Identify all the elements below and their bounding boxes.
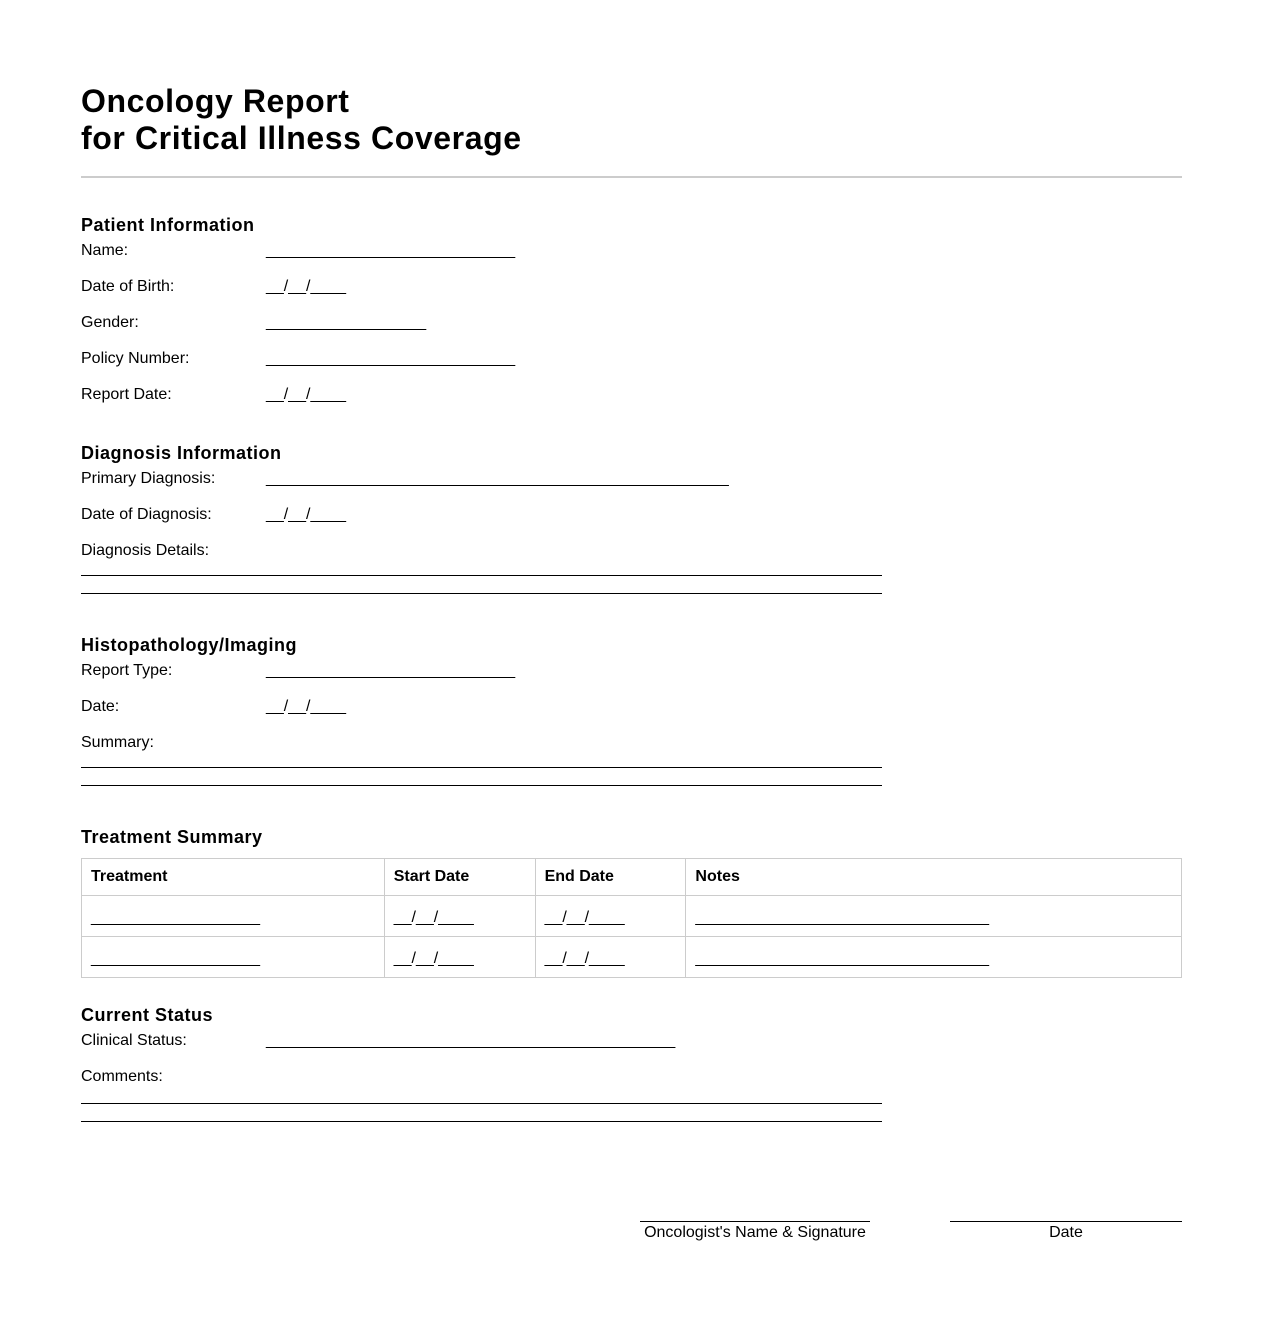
summary-line-2[interactable] <box>81 768 882 786</box>
date-of-diagnosis-input[interactable]: __/__/____ <box>266 506 347 523</box>
field-label: Policy Number: <box>81 350 190 367</box>
name-field[interactable] <box>81 232 1182 268</box>
gender-field[interactable] <box>81 304 1182 340</box>
section-heading: Current Status <box>81 1005 214 1025</box>
patient-information-section <box>81 214 1182 412</box>
field-label: Report Type: <box>81 662 173 679</box>
field-label: Report Date: <box>81 386 172 403</box>
page-title <box>81 83 522 157</box>
diagnosis-information-section <box>81 442 1182 594</box>
table-row <box>82 937 1182 978</box>
report-type-input[interactable]: ____________________________ <box>266 662 516 679</box>
report-type-field[interactable] <box>81 652 1182 688</box>
table-header-row <box>82 859 1182 896</box>
end-date-cell[interactable]: __/__/____ <box>535 937 686 978</box>
field-label: Date: <box>81 698 120 715</box>
table-row <box>82 896 1182 937</box>
policy-number-input[interactable]: ____________________________ <box>266 350 516 367</box>
field-label: Comments: <box>81 1068 163 1085</box>
treatment-cell[interactable]: ___________________ <box>82 896 385 937</box>
signature-date-line[interactable] <box>950 1221 1182 1242</box>
field-label: Gender: <box>81 314 139 331</box>
start-date-cell[interactable]: __/__/____ <box>384 896 535 937</box>
treatment-summary-section <box>81 826 1182 848</box>
imaging-date-input[interactable]: __/__/____ <box>266 698 347 715</box>
report-date-field[interactable] <box>81 376 1182 412</box>
field-label: Date of Diagnosis: <box>81 506 212 523</box>
start-date-cell[interactable]: __/__/____ <box>384 937 535 978</box>
diagnosis-details-line-2[interactable] <box>81 576 882 594</box>
comments-line-2[interactable] <box>81 1104 882 1122</box>
report-date-input[interactable]: __/__/____ <box>266 386 347 403</box>
clinical-status-field[interactable] <box>81 1022 1182 1058</box>
comments-field <box>81 1058 1182 1094</box>
diagnosis-details-field <box>81 532 1182 568</box>
column-header-start-date: Start Date <box>384 859 535 896</box>
end-date-cell[interactable]: __/__/____ <box>535 896 686 937</box>
primary-diagnosis-field[interactable] <box>81 460 1182 496</box>
field-label: Summary: <box>81 734 154 751</box>
imaging-date-field[interactable] <box>81 688 1182 724</box>
section-heading: Diagnosis Information <box>81 443 282 463</box>
notes-cell[interactable]: _________________________________ <box>686 896 1182 937</box>
oncologist-signature-line[interactable] <box>640 1221 870 1242</box>
field-label: Date of Birth: <box>81 278 175 295</box>
name-input[interactable]: ____________________________ <box>266 242 516 259</box>
title-divider <box>81 176 1182 178</box>
summary-field <box>81 724 1182 760</box>
histopathology-imaging-section <box>81 634 1182 786</box>
clinical-status-input[interactable]: ______________________________________________ <box>266 1032 676 1049</box>
section-heading: Histopathology/Imaging <box>81 635 297 655</box>
notes-cell[interactable]: _________________________________ <box>686 937 1182 978</box>
signature-date-label: Date <box>1049 1224 1083 1241</box>
field-label: Name: <box>81 242 129 259</box>
policy-number-field[interactable] <box>81 340 1182 376</box>
current-status-section <box>81 1004 1182 1122</box>
treatment-cell[interactable]: ___________________ <box>82 937 385 978</box>
section-heading: Patient Information <box>81 215 255 235</box>
section-heading: Treatment Summary <box>81 827 263 847</box>
field-label: Clinical Status: <box>81 1032 187 1049</box>
date-of-birth-field[interactable] <box>81 268 1182 304</box>
date-of-diagnosis-field[interactable] <box>81 496 1182 532</box>
gender-input[interactable]: __________________ <box>266 314 427 331</box>
title-line-2: for Critical Illness Coverage <box>81 120 522 156</box>
column-header-notes: Notes <box>686 859 1182 896</box>
primary-diagnosis-input[interactable]: ____________________________________________________ <box>266 470 729 487</box>
date-of-birth-input[interactable]: __/__/____ <box>266 278 347 295</box>
column-header-end-date: End Date <box>535 859 686 896</box>
title-line-1: Oncology Report <box>81 83 350 119</box>
field-label: Primary Diagnosis: <box>81 470 216 487</box>
column-header-treatment: Treatment <box>82 859 385 896</box>
treatment-table <box>81 858 1182 978</box>
oncologist-signature-label: Oncologist's Name & Signature <box>644 1224 866 1241</box>
field-label: Diagnosis Details: <box>81 542 210 559</box>
